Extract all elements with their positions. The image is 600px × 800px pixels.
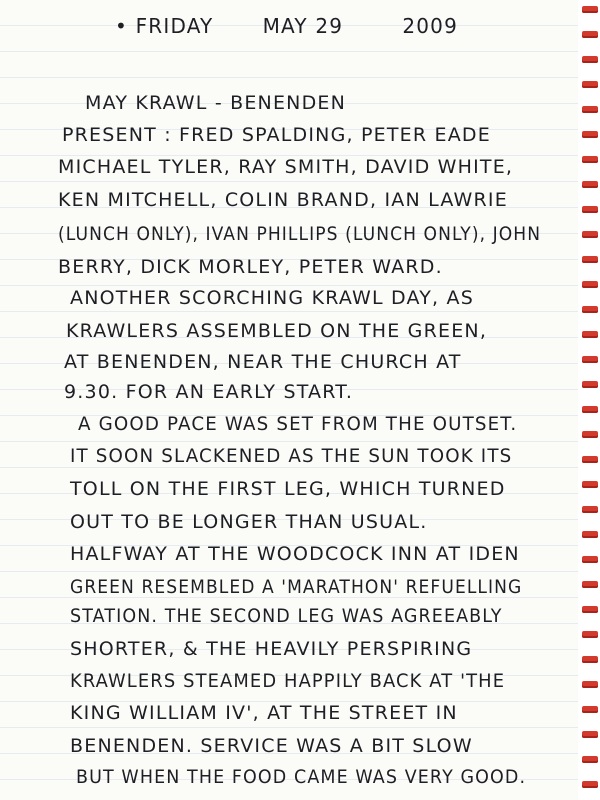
note-line-7: ANOTHER SCORCHING KRAWL DAY, AS — [70, 287, 474, 309]
spiral-binding — [578, 0, 600, 800]
note-line-8: KRAWLERS ASSEMBLED ON THE GREEN, — [66, 320, 488, 342]
note-line-10: 9.30. FOR AN EARLY START. — [64, 381, 354, 403]
note-line-4: KEN MITCHELL, COLIN BRAND, IAN LAWRIE — [58, 189, 508, 211]
date-year: 2009 — [402, 14, 459, 38]
binding-coil — [582, 681, 598, 688]
note-line-15: HALFWAY AT THE WOODCOCK INN AT IDEN — [70, 543, 520, 565]
note-line-12: IT SOON SLACKENED AS THE SUN TOOK ITS — [70, 445, 513, 467]
note-line-19: KRAWLERS STEAMED HAPPILY BACK AT 'THE — [70, 670, 506, 692]
note-line-22: BUT WHEN THE FOOD CAME WAS VERY GOOD. — [76, 766, 527, 788]
binding-coil — [582, 256, 598, 263]
binding-coil — [582, 406, 598, 413]
binding-coil — [582, 756, 598, 763]
note-line-11: A GOOD PACE WAS SET FROM THE OUTSET. — [78, 413, 518, 435]
note-line-3: MICHAEL TYLER, RAY SMITH, DAVID WHITE, — [58, 156, 514, 178]
binding-coil — [582, 6, 598, 13]
binding-coil — [582, 106, 598, 113]
note-line-17: STATION. THE SECOND LEG WAS AGREEABLY — [70, 605, 503, 627]
binding-coil — [582, 131, 598, 138]
binding-coil — [582, 581, 598, 588]
binding-coil — [582, 656, 598, 663]
binding-coil — [582, 456, 598, 463]
binding-coil — [582, 731, 598, 738]
note-line-2: PRESENT : FRED SPALDING, PETER EADE — [62, 124, 491, 146]
binding-coil — [582, 706, 598, 713]
binding-coil — [582, 431, 598, 438]
date-line — [115, 14, 458, 38]
binding-coil — [582, 156, 598, 163]
note-line-18: SHORTER, & THE HEAVILY PERSPIRING — [70, 638, 473, 660]
binding-coil — [582, 206, 598, 213]
bullet-dot: • — [115, 14, 128, 38]
binding-coil — [582, 606, 598, 613]
note-line-20: KING WILLIAM IV', AT THE STREET IN — [70, 702, 458, 724]
binding-coil — [582, 231, 598, 238]
note-line-6: BERRY, DICK MORLEY, PETER WARD. — [58, 256, 443, 278]
note-line-1: MAY KRAWL - BENENDEN — [85, 92, 347, 114]
binding-coil — [582, 506, 598, 513]
date-month-day: MAY 29 — [262, 14, 344, 38]
binding-coil — [582, 306, 598, 313]
binding-coil — [582, 56, 598, 63]
note-line-21: BENENDEN. SERVICE WAS A BIT SLOW — [70, 735, 473, 757]
binding-coil — [582, 81, 598, 88]
binding-coil — [582, 31, 598, 38]
note-line-13: TOLL ON THE FIRST LEG, WHICH TURNED — [70, 478, 506, 500]
date-day: FRIDAY — [135, 14, 214, 38]
binding-coil — [582, 281, 598, 288]
binding-coil — [582, 481, 598, 488]
note-line-14: OUT TO BE LONGER THAN USUAL. — [70, 511, 428, 533]
binding-coil — [582, 556, 598, 563]
binding-coil — [582, 356, 598, 363]
binding-coil — [582, 531, 598, 538]
binding-coil — [582, 181, 598, 188]
binding-coil — [582, 381, 598, 388]
note-line-5: (LUNCH ONLY), IVAN PHILLIPS (LUNCH ONLY), JOHN — [58, 223, 542, 245]
binding-coil — [582, 331, 598, 338]
note-line-16: GREEN RESEMBLED A 'MARATHON' REFUELLING — [70, 576, 523, 598]
binding-coil — [582, 631, 598, 638]
binding-coil — [582, 781, 598, 788]
note-line-9: AT BENENDEN, NEAR THE CHURCH AT — [64, 351, 462, 373]
